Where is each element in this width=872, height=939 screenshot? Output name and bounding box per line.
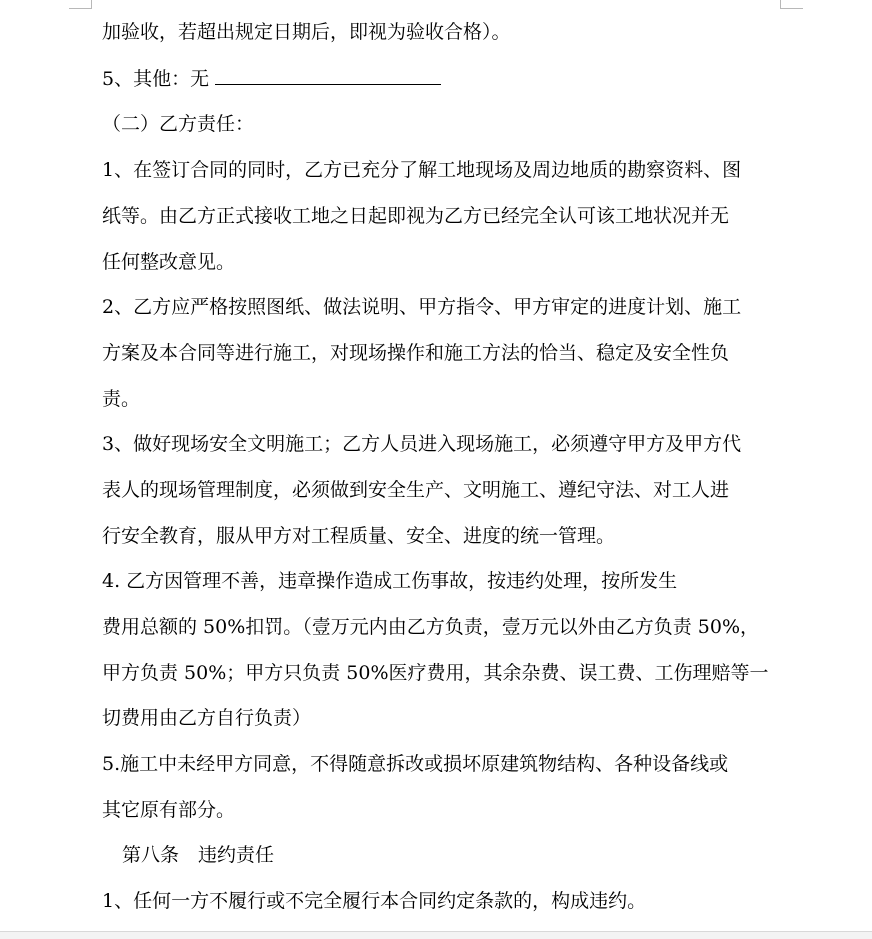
- page-corner-mark-right: [780, 0, 803, 9]
- text-line: 1、任何一方不履行或不完全履行本合同约定条款的，构成违约。: [102, 890, 647, 912]
- text-line: 2、乙方应严格按照图纸、做法说明、甲方指令、甲方审定的进度计划、施工: [102, 296, 742, 318]
- text-line: 5.施工中未经甲方同意，不得随意拆改或损坏原建筑物结构、各种设备线或: [102, 753, 729, 775]
- text-line: 方案及本合同等进行施工，对现场操作和施工方法的恰当、稳定及安全性负: [102, 342, 730, 364]
- text-line: 行安全教育，服从甲方对工程质量、安全、进度的统一管理。: [102, 525, 616, 547]
- text-line: 费用总额的 50%扣罚。（壹万元内由乙方负责，壹万元以外由乙方负责 50%，: [102, 616, 760, 638]
- text-line: 任何整改意见。: [102, 251, 236, 273]
- text-line: 甲方负责 50%；甲方只负责 50%医疗费用，其余杂费、误工费、工伤理赔等一: [102, 662, 769, 684]
- section-heading: （二）乙方责任：: [102, 113, 255, 135]
- text-line: 其它原有部分。: [102, 799, 236, 821]
- text-line: 1、在签订合同的同时，乙方已充分了解工地现场及周边地质的勘察资料、图: [102, 159, 742, 181]
- text-line: 3、做好现场安全文明施工；乙方人员进入现场施工，必须遵守甲方及甲方代: [102, 433, 742, 455]
- page-bottom-edge: [0, 931, 872, 939]
- text-line: 纸等。由乙方正式接收工地之日起即视为乙方已经完全认可该工地状况并无: [102, 205, 730, 227]
- text-line: 切费用由乙方自行负责）: [102, 707, 312, 729]
- text-line: 加验收，若超出规定日期后，即视为验收合格）。: [102, 21, 511, 43]
- text-line-other: [102, 64, 441, 94]
- other-label: 5、其他：无: [102, 68, 210, 90]
- text-line: 4. 乙方因管理不善，违章操作造成工伤事故，按违约处理，按所发生: [102, 570, 678, 592]
- page-corner-mark-left: [69, 0, 92, 9]
- text-line: 表人的现场管理制度，必须做到安全生产、文明施工、遵纪守法、对工人进: [102, 479, 730, 501]
- text-line: 责。: [102, 388, 141, 410]
- blank-underline: [215, 64, 441, 85]
- article-heading: 第八条 违约责任: [122, 844, 275, 866]
